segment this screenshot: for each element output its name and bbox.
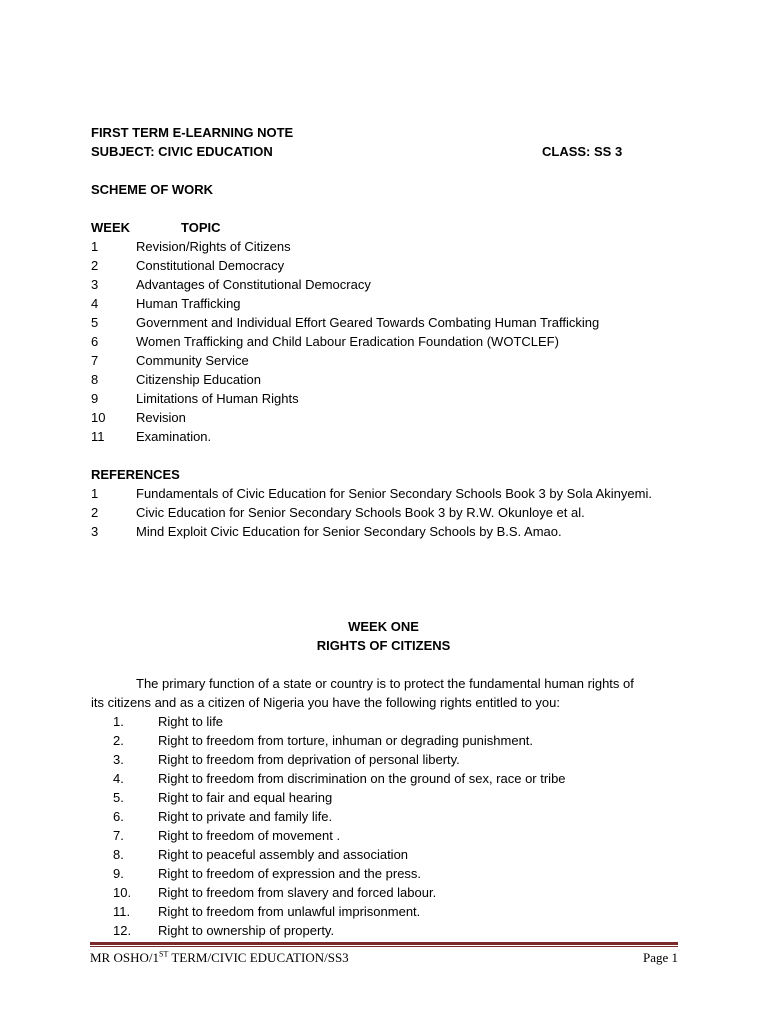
week-column-header: WEEK	[91, 220, 130, 235]
right-number: 1.	[113, 714, 124, 729]
reference-number: 3	[91, 524, 99, 539]
right-number: 3.	[113, 752, 124, 767]
right-item	[91, 921, 691, 940]
right-item	[91, 883, 691, 902]
week-number: 9	[91, 391, 99, 406]
scheme-row	[91, 408, 691, 427]
right-number: 11.	[113, 904, 131, 919]
page-content	[91, 123, 691, 940]
reference-number: 2	[91, 505, 99, 520]
footer-superscript: ST	[159, 949, 169, 959]
subject-label: SUBJECT: CIVIC EDUCATION	[91, 144, 273, 159]
subject-line	[91, 142, 691, 161]
scheme-row	[91, 351, 691, 370]
reference-text: Civic Education for Senior Secondary Schools Book 3 by R.W. Okunloye et al.	[136, 505, 585, 520]
right-text: Right to freedom from slavery and forced labour.	[158, 885, 437, 900]
week-number: 2	[91, 258, 99, 273]
week-number: 3	[91, 277, 99, 292]
week-number: 10	[91, 410, 106, 425]
note-title: FIRST TERM E-LEARNING NOTE	[91, 125, 294, 140]
right-number: 10.	[113, 885, 132, 900]
reference-item	[91, 522, 691, 541]
footer-course-label	[90, 950, 349, 966]
right-text: Right to ownership of property.	[158, 923, 335, 938]
reference-item	[91, 503, 691, 522]
right-item	[91, 788, 691, 807]
right-item	[91, 750, 691, 769]
right-item	[91, 769, 691, 788]
week-topic: Women Trafficking and Child Labour Eradication Foundation (WOTCLEF)	[136, 334, 559, 349]
right-text: Right to fair and equal hearing	[158, 790, 333, 805]
class-label: CLASS: SS 3	[542, 144, 623, 159]
footer-rule-thin	[90, 946, 678, 947]
week-number: 11	[91, 429, 105, 444]
scheme-row	[91, 256, 691, 275]
intro-paragraph-line-1: The primary function of a state or country is to protect the fundamental human rights of	[136, 676, 634, 691]
week-number: 1	[91, 239, 99, 254]
right-number: 5.	[113, 790, 124, 805]
scheme-list	[91, 237, 691, 446]
right-item	[91, 826, 691, 845]
page-footer	[90, 950, 678, 968]
reference-item	[91, 484, 691, 503]
right-text: Right to freedom of movement .	[158, 828, 341, 843]
reference-number: 1	[91, 486, 99, 501]
footer-prefix: MR OSHO/1	[90, 950, 159, 965]
week-number: 5	[91, 315, 99, 330]
right-text: Right to freedom from unlawful imprisonment.	[158, 904, 421, 919]
week-number: 4	[91, 296, 99, 311]
week-topic: Advantages of Constitutional Democracy	[136, 277, 371, 292]
week-topic: Citizenship Education	[136, 372, 262, 387]
footer-suffix: TERM/CIVIC EDUCATION/SS3	[168, 950, 349, 965]
week-number: 7	[91, 353, 99, 368]
right-text: Right to private and family life.	[158, 809, 333, 824]
scheme-row	[91, 275, 691, 294]
intro-paragraph-line-2: its citizens and as a citizen of Nigeria you have the following rights entitled to you:	[91, 695, 560, 710]
scheme-heading: SCHEME OF WORK	[91, 182, 214, 197]
right-item	[91, 902, 691, 921]
right-number: 2.	[113, 733, 124, 748]
right-text: Right to freedom from deprivation of personal liberty.	[158, 752, 460, 767]
week-topic: Human Trafficking	[136, 296, 241, 311]
week-topic: Government and Individual Effort Geared Towards Combating Human Trafficking	[136, 315, 600, 330]
reference-text: Fundamentals of Civic Education for Senior Secondary Schools Book 3 by Sola Akinyemi.	[136, 486, 652, 501]
right-number: 12.	[113, 923, 132, 938]
right-item	[91, 712, 691, 731]
right-number: 9.	[113, 866, 124, 881]
right-text: Right to freedom from torture, inhuman or degrading punishment.	[158, 733, 534, 748]
topic-column-header: TOPIC	[181, 220, 221, 235]
week-number: 6	[91, 334, 99, 349]
scheme-row	[91, 294, 691, 313]
week-topic: Revision/Rights of Citizens	[136, 239, 291, 254]
week-topic: Revision	[136, 410, 186, 425]
page-number: Page 1	[642, 950, 678, 965]
week-one-title: WEEK ONE	[348, 619, 419, 634]
week-topic: Community Service	[136, 353, 249, 368]
week-topic: Examination.	[136, 429, 212, 444]
scheme-row	[91, 332, 691, 351]
right-item	[91, 807, 691, 826]
week-topic: Constitutional Democracy	[136, 258, 285, 273]
right-item	[91, 845, 691, 864]
week-one-subtitle: RIGHTS OF CITIZENS	[316, 638, 451, 653]
scheme-row	[91, 237, 691, 256]
footer-rule-thick	[90, 942, 678, 945]
references-heading: REFERENCES	[91, 467, 180, 482]
scheme-row	[91, 389, 691, 408]
references-list	[91, 484, 691, 541]
rights-list	[91, 712, 691, 940]
week-topic: Limitations of Human Rights	[136, 391, 299, 406]
scheme-row	[91, 427, 691, 446]
right-text: Right to peaceful assembly and association	[158, 847, 409, 862]
right-text: Right to freedom of expression and the press.	[158, 866, 422, 881]
right-item	[91, 864, 691, 883]
right-number: 8.	[113, 847, 124, 862]
scheme-row	[91, 370, 691, 389]
scheme-header-row	[91, 218, 691, 237]
right-number: 4.	[113, 771, 124, 786]
scheme-row	[91, 313, 691, 332]
right-number: 7.	[113, 828, 124, 843]
reference-text: Mind Exploit Civic Education for Senior Secondary Schools by B.S. Amao.	[136, 524, 562, 539]
week-number: 8	[91, 372, 99, 387]
right-item	[91, 731, 691, 750]
right-number: 6.	[113, 809, 124, 824]
right-text: Right to life	[158, 714, 224, 729]
right-text: Right to freedom from discrimination on the ground of sex, race or tribe	[158, 771, 566, 786]
